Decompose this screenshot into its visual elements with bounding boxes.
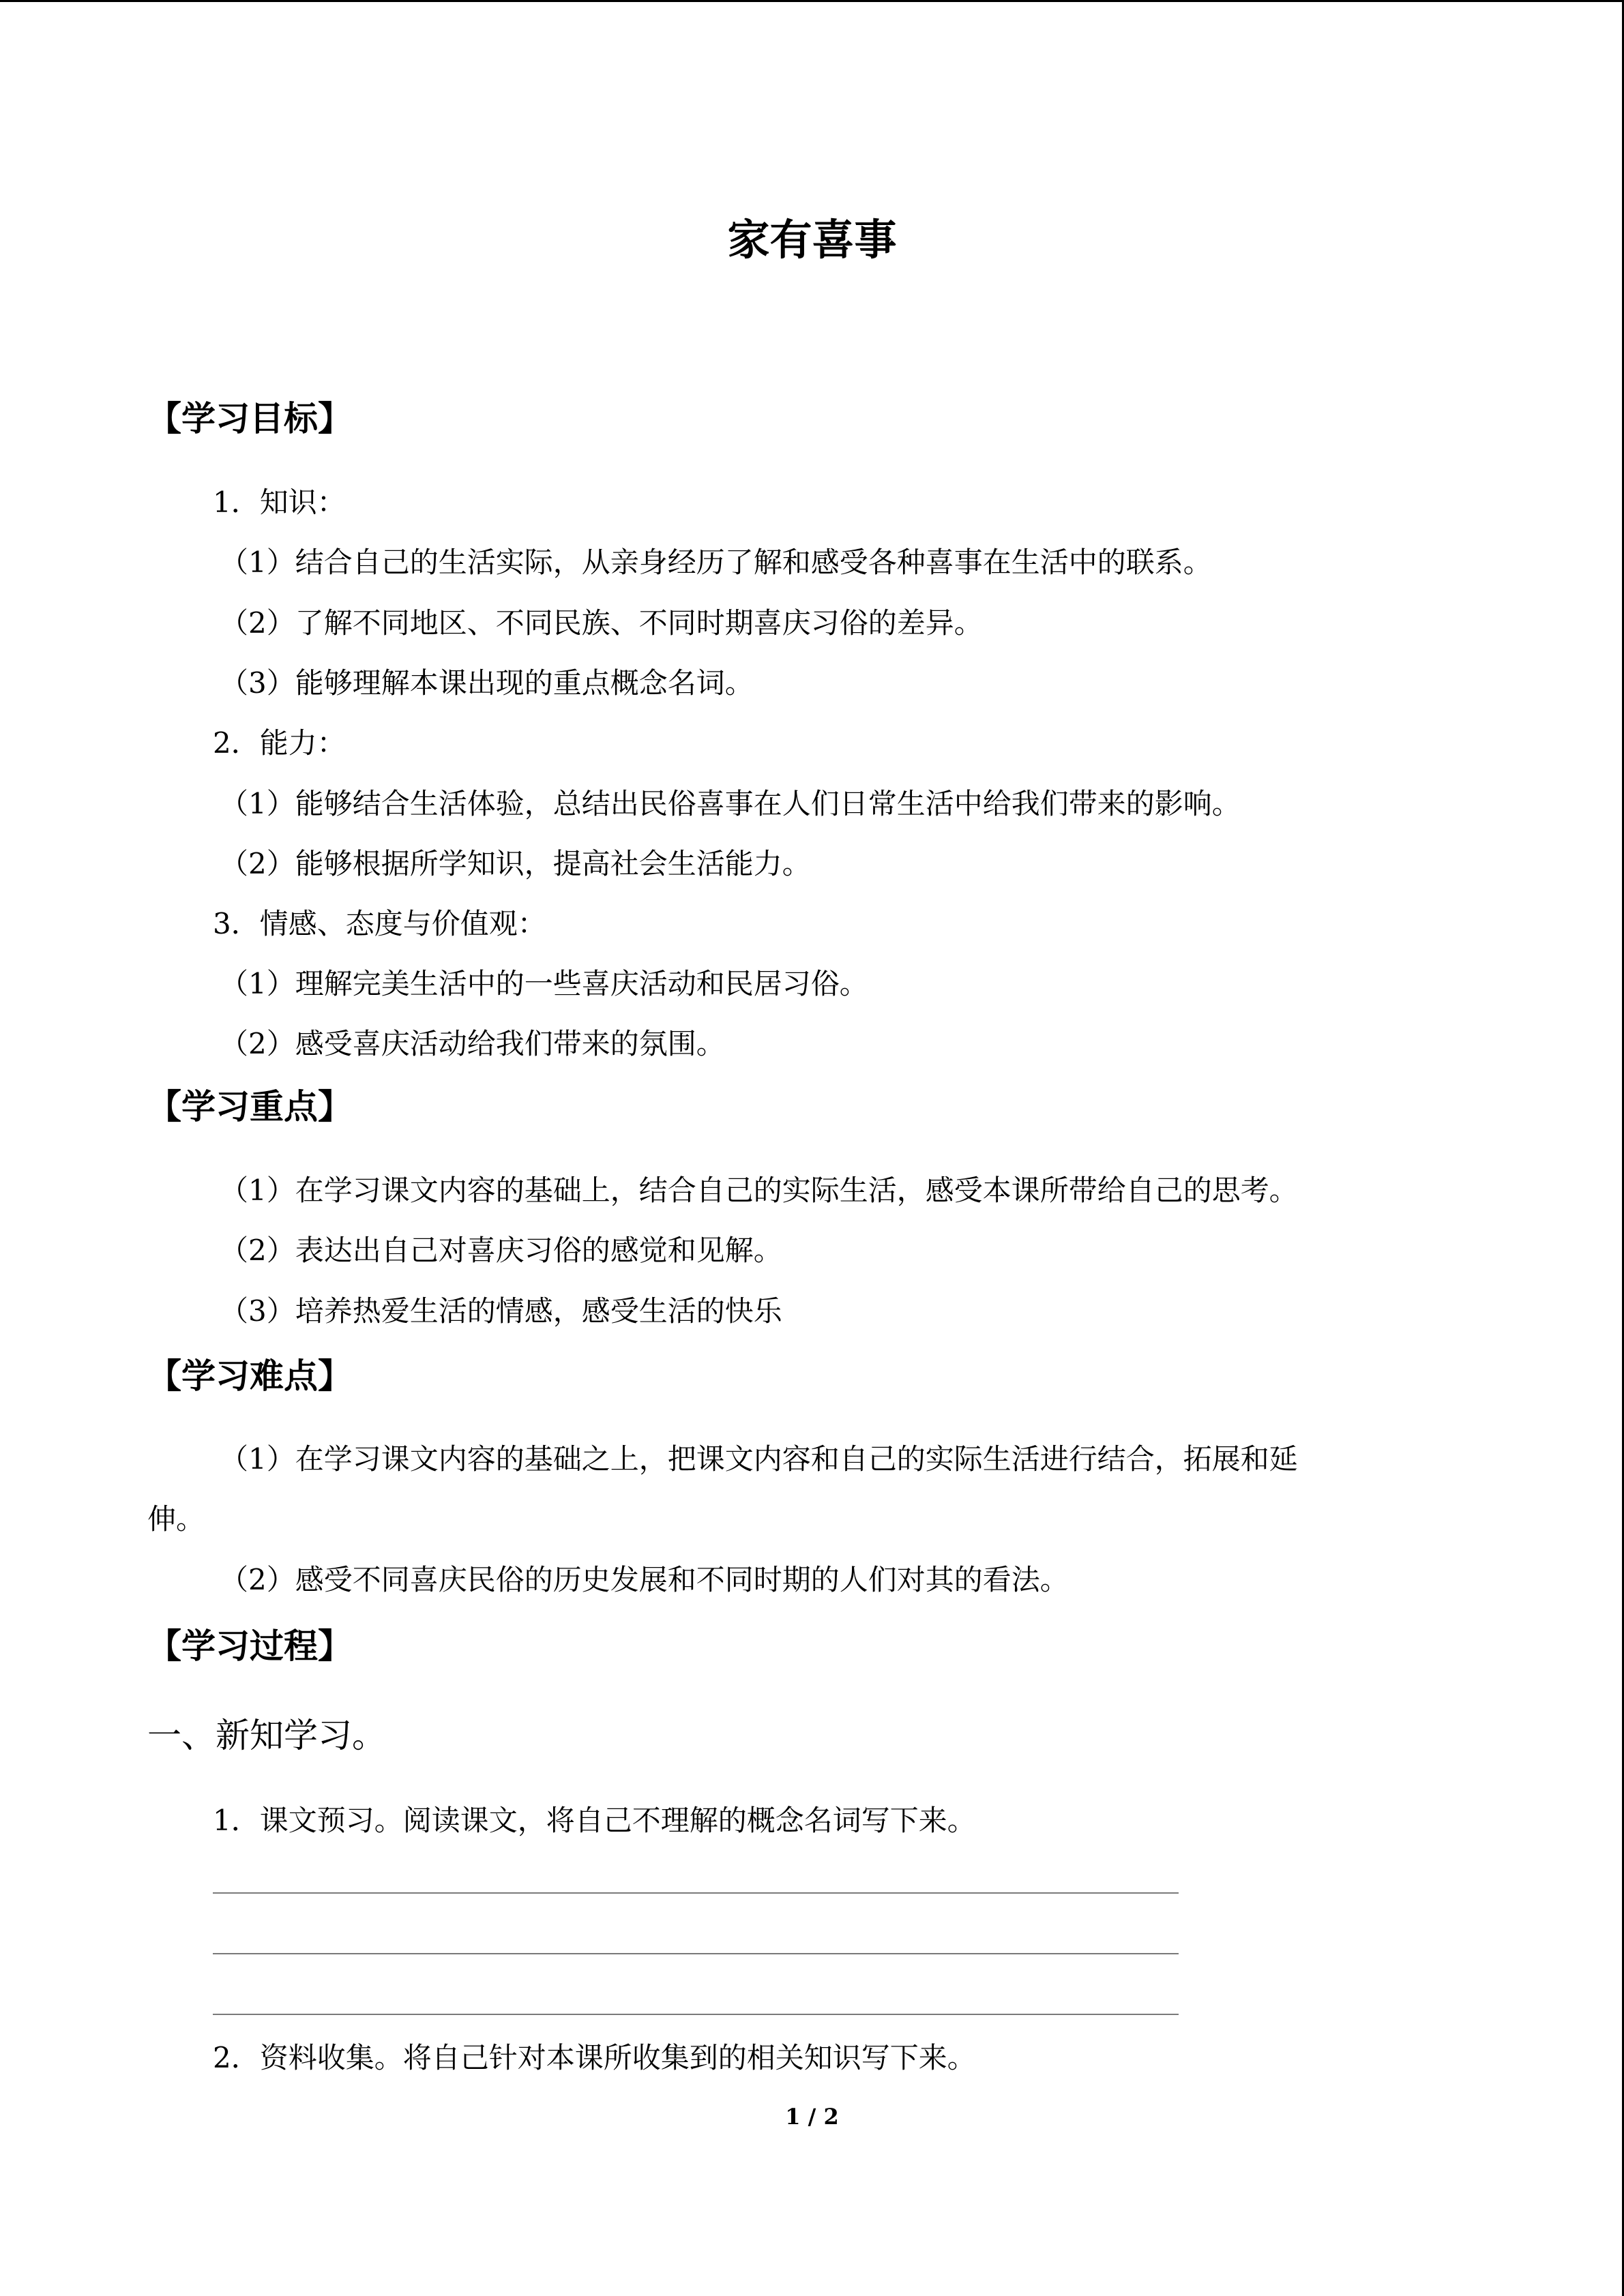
knowledge-item-3: （3）能够理解本课出现的重点概念名词。 [220,666,754,700]
objectives-heading: 【学习目标】 [147,399,352,438]
difficulty-item-2: （2）感受不同喜庆民俗的历史发展和不同时期的人们对其的看法。 [220,1563,1069,1596]
emotion-label: 3．情感、态度与价值观： [213,907,546,940]
page-number: 1 / 2 [785,2104,839,2130]
emotion-item-2: （2）感受喜庆活动给我们带来的氛围。 [220,1027,725,1060]
ability-label: 2．能力： [213,726,346,760]
ability-item-2: （2）能够根据所学知识，提高社会生活能力。 [220,847,811,880]
key-point-item-1: （1）在学习课文内容的基础上，结合自己的实际生活，感受本课所带给自己的思考。 [220,1174,1298,1207]
difficulties-heading: 【学习难点】 [147,1356,352,1396]
ability-item-1: （1）能够结合生活体验，总结出民俗喜事在人们日常生活中给我们带来的影响。 [220,787,1241,820]
answer-line-3 [213,2014,1179,2015]
knowledge-item-2: （2）了解不同地区、不同民族、不同时期喜庆习俗的差异。 [220,606,983,640]
answer-line-2 [213,1953,1179,1954]
emotion-item-1: （1）理解完美生活中的一些喜庆活动和民居习俗。 [220,967,868,1000]
document-title: 家有喜事 [727,215,897,265]
process-heading: 【学习过程】 [147,1626,352,1666]
key-point-item-3: （3）培养热爱生活的情感，感受生活的快乐 [220,1294,782,1328]
process-task-2: 2．资料收集。将自己针对本课所收集到的相关知识写下来。 [213,2041,976,2074]
key-points-heading: 【学习重点】 [147,1087,352,1127]
key-point-item-2: （2）表达出自己对喜庆习俗的感觉和见解。 [220,1234,782,1267]
process-task-1: 1．课文预习。阅读课文，将自己不理解的概念名词写下来。 [213,1804,976,1837]
process-part-1-title: 一、新知学习。 [147,1716,386,1755]
knowledge-item-1: （1）结合自己的生活实际，从亲身经历了解和感受各种喜事在生活中的联系。 [220,546,1212,579]
knowledge-label: 1．知识： [213,486,346,519]
page-border-top [0,0,1624,2]
answer-line-1 [213,1892,1179,1894]
difficulty-item-1-line-1: （1）在学习课文内容的基础之上，把课文内容和自己的实际生活进行结合，拓展和延 [220,1442,1298,1476]
difficulty-item-1-line-2: 伸。 [147,1502,205,1536]
